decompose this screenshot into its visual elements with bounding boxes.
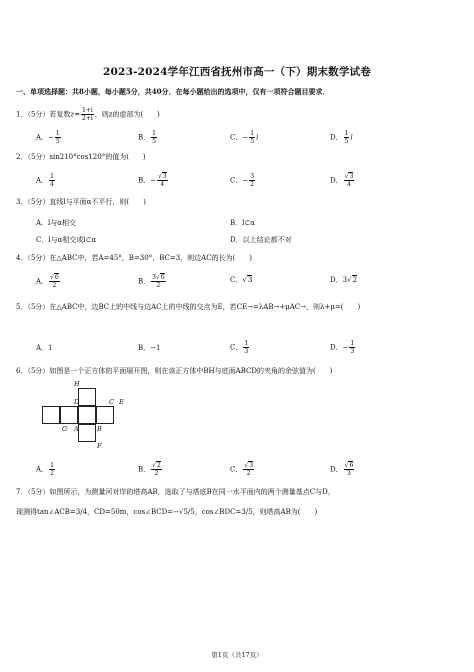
question-3: 3．（5分）直线l与平面α不平行，则( ) <box>16 198 146 206</box>
q4-opt-a-label: A． <box>36 277 49 286</box>
q4-opt-c-label: C． <box>230 276 243 284</box>
q1-frac <box>81 107 94 122</box>
net-label-e: E <box>119 398 124 406</box>
net-label-d: D <box>74 398 80 406</box>
q4-option-b: B． $\frac{3√ 6}{2}$ <box>138 274 167 289</box>
net-label-a: A <box>74 425 79 433</box>
q5-option-b: B．−1 <box>138 344 161 352</box>
cube-net-figure <box>18 380 148 452</box>
q1-a-frac: $\frac{1}{5}$ <box>55 130 60 145</box>
q1-c-frac: $\frac{1}{5}$ <box>250 130 255 145</box>
question-4: 4．（5分）在△ABC中，若A=45°，B=30°，BC=3，则边AC的长为( ) <box>16 254 253 262</box>
q1-opt-a-label: A．− <box>36 133 54 142</box>
q5-option-d: D．− $\frac{1}{3}$ <box>330 340 355 355</box>
q6-opt-a-label: A． <box>36 465 49 474</box>
q4-option-a: A． √ $\frac{6}{2}$ <box>36 274 61 289</box>
q1-var-z: z <box>70 110 75 119</box>
q1-frac-n: 1+i <box>82 107 93 114</box>
q6-opt-b-label: B． <box>138 465 151 474</box>
q6-option-b: B． √ $\frac{2}{2}$ <box>138 462 163 477</box>
q6-opt-c-label: C． <box>230 465 243 474</box>
q2-opt-b-label: B．− <box>138 176 157 185</box>
net-label-g: G <box>62 425 68 433</box>
net-square-3 <box>78 406 96 424</box>
q2-opt-d-label: D． <box>330 176 343 185</box>
q5-option-c: C． $\frac{1}{3}$ <box>230 340 249 355</box>
q5-opt-d-label: D．− <box>330 343 349 352</box>
q2-opt-c-label: C．− <box>230 176 249 185</box>
q2-option-d: D． √ $\frac{3}{4}$ <box>330 173 355 188</box>
q6-option-d: D． √ $\frac{6}{3}$ <box>330 462 355 477</box>
q1-opt-d-label: D． <box>330 133 343 142</box>
q1-frac-d: 2+i <box>82 115 93 122</box>
q4-option-d: D．3√ 2 <box>330 276 357 285</box>
q1-opt-b-label: B． <box>138 133 151 142</box>
question-2: 2．（5分）sin210°cos120°的值为( ) <box>16 153 146 161</box>
net-square-2 <box>60 406 78 424</box>
q1-opt-c-label: C．− <box>230 133 249 142</box>
section-heading: 一、单项选择题：共8小题，每小题5分，共40分．在每小题给出的选项中，仅有一项符合题目要求． <box>16 87 330 96</box>
q4-opt-d-label: D． <box>330 276 343 284</box>
q5-option-a: A．1 <box>36 344 53 352</box>
q3-option-c: C．l与α相交或l⊂α <box>36 236 97 244</box>
page-footer: 第1页（共17页） <box>211 651 263 659</box>
q2-option-a: A． $\frac{1}{4}$ <box>36 173 54 188</box>
q2-opt-a-label: A． <box>36 176 49 185</box>
net-label-f: F <box>97 442 102 450</box>
question-5: 5．（5分）在△ABC中，边BC上的中线与边AC上的中线的交点为E，若CE→=λAB→+μAC→，则λ+μ=( ) <box>16 303 361 311</box>
q2-option-b: B．− √ $\frac{3}{4}$ <box>138 173 169 188</box>
q1-stem-a: 1．（5分）若复数 <box>16 110 71 119</box>
q3-option-d: D．以上结论都不对 <box>230 236 292 244</box>
q1-option-d: D． $\frac{1}{5}$ i <box>330 130 353 145</box>
question-7-line2: 现测得tan∠ACB=3/4，CD=50m，cos∠BCD=−√5/5，cos∠BDC=3/5，则塔高AB为( ) <box>16 508 318 516</box>
net-label-b: B <box>97 425 102 433</box>
q4-option-c: C．√ 3 <box>230 276 252 285</box>
q6-option-c: C． √ $\frac{3}{2}$ <box>230 462 255 477</box>
q6-opt-d-label: D． <box>330 465 343 474</box>
page-title: 2023-2024学年江西省抚州市高一（下）期末数学试卷 <box>103 66 371 78</box>
q5-opt-c-label: C． <box>230 343 243 352</box>
q1-d-frac: $\frac{1}{5}$ <box>344 130 349 145</box>
net-label-h: H <box>74 380 80 388</box>
q2-option-c: C．− $\frac{3}{2}$ <box>230 173 255 188</box>
q1-option-b <box>138 130 158 145</box>
q1-option-a <box>36 130 62 145</box>
q1-b-frac: $\frac{1}{5}$ <box>152 130 156 145</box>
q6-option-a: A． $\frac{1}{2}$ <box>36 462 54 477</box>
question-7: 7．（5分）如图所示，为测量河对岸的塔高AB，选取了与塔底B在同一水平面内的两个测量基点C与D， <box>16 488 335 496</box>
net-label-c: C <box>109 398 114 406</box>
question-6: 6．（5分）如图是一个正方体的平面展开图，则在该正方体中BH与底面ABCD的夹角的余弦值为( ) <box>16 367 333 375</box>
net-square-1 <box>42 406 60 424</box>
q1-option-c: C．− $\frac{1}{5}$ i <box>230 130 259 145</box>
q3-option-b: B．l⊂α <box>230 219 255 227</box>
q4-opt-b-label: B． <box>138 277 151 286</box>
question-1: 1．（5分）若复数z= $\frac{1+i}{2+i}$ ，则z的虚部为( ) <box>16 107 160 122</box>
net-square-top <box>78 388 96 406</box>
net-square-4 <box>96 406 114 424</box>
q3-option-a: A．l与α相交 <box>36 219 77 227</box>
net-square-bottom <box>78 424 96 442</box>
q1-stem-c: ，则z的虚部为( ) <box>94 110 160 119</box>
